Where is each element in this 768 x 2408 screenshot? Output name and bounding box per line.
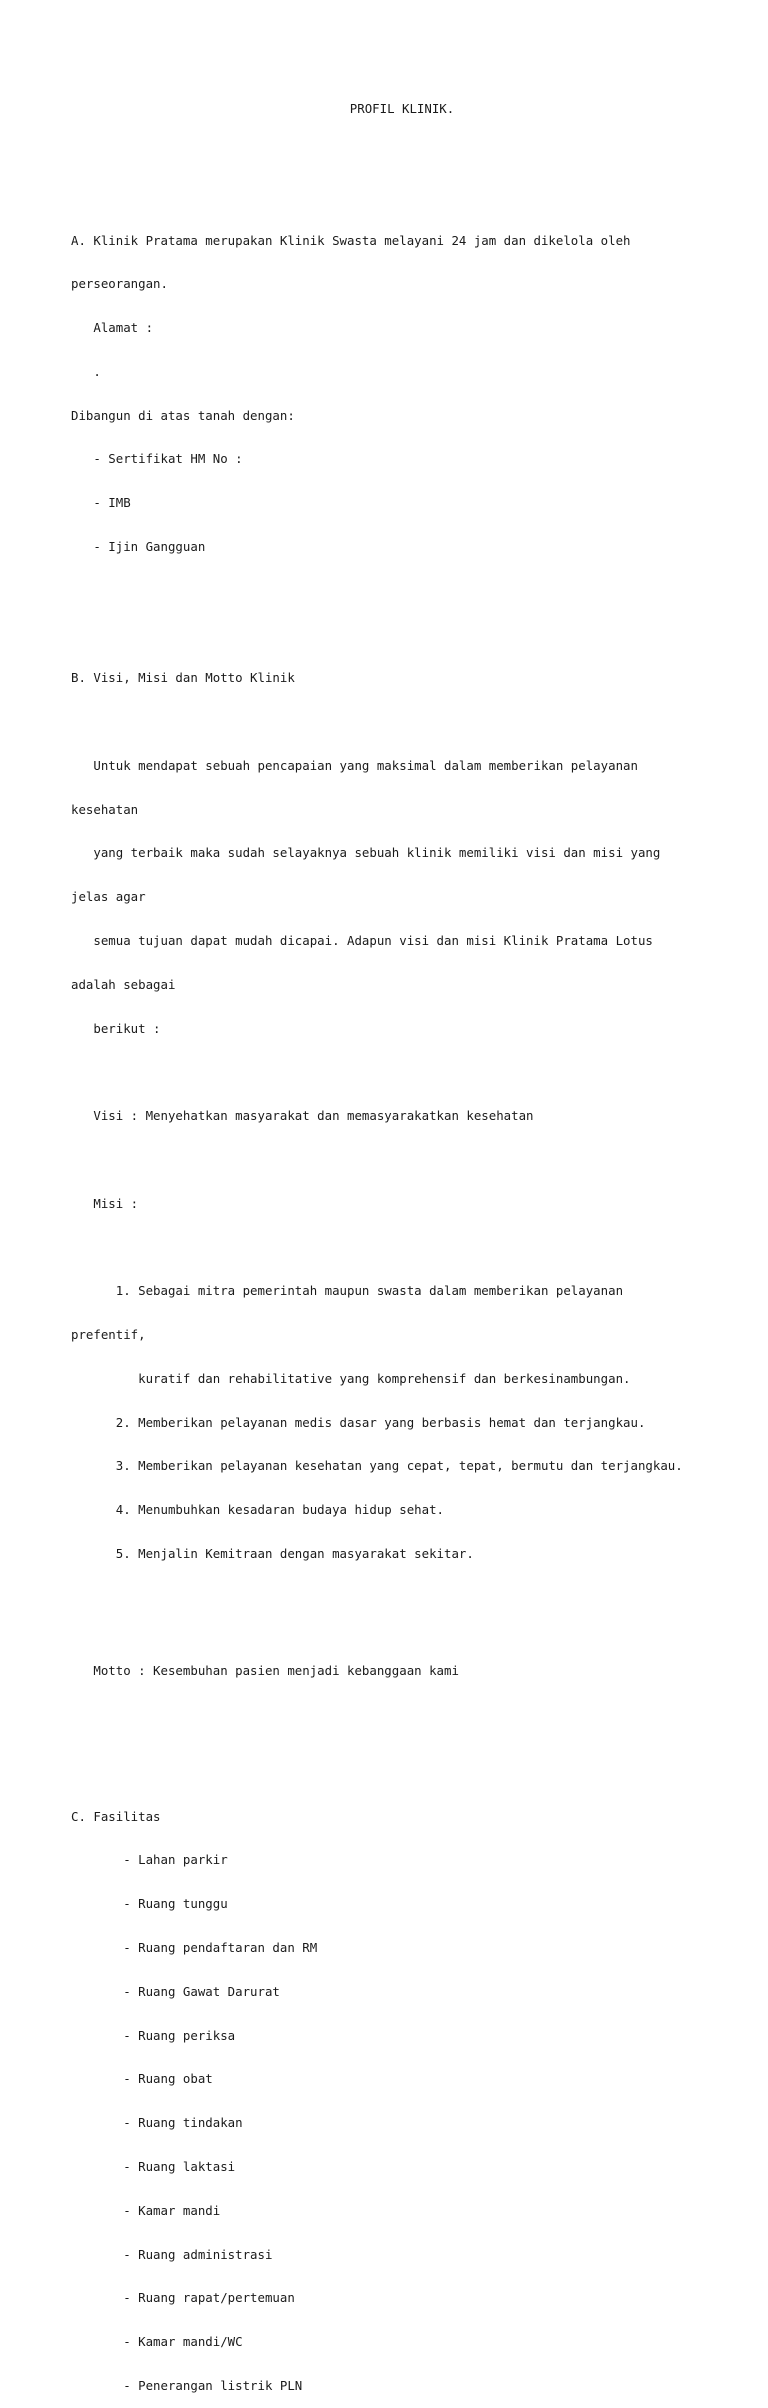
- section-b-heading: B. Visi, Misi dan Motto Klinik: [71, 670, 295, 686]
- spacer: [71, 1065, 761, 1080]
- spacer: [71, 1708, 761, 1752]
- intro-line: kesehatan: [71, 801, 139, 817]
- page-title: PROFIL KLINIK.: [349, 101, 455, 117]
- section-c-heading: C. Fasilitas: [71, 1808, 161, 1824]
- section-a-line: perseorangan.: [71, 276, 168, 292]
- visi-line: Visi : Menyehatkan masyarakat dan memasyarakatkan kesehatan: [71, 1108, 534, 1124]
- intro-line: berikut :: [71, 1020, 161, 1036]
- spacer: [71, 1591, 761, 1635]
- section-a-line: .: [71, 363, 101, 379]
- intro-line: jelas agar: [71, 889, 146, 905]
- misi-heading: Misi :: [71, 1195, 139, 1211]
- misi-item: 3. Memberikan pelayanan kesehatan yang cepat, tepat, bermutu dan terjangkau.: [71, 1458, 683, 1474]
- section-a-line: - Ijin Gangguan: [71, 539, 206, 554]
- facility-item: - Penerangan listrik PLN: [71, 2377, 303, 2393]
- misi-item: prefentif,: [71, 1327, 146, 1343]
- facility-item: - Ruang tindakan: [71, 2115, 243, 2131]
- facility-item: - Lahan parkir: [71, 1852, 228, 1868]
- section-a-line: - Sertifikat HM No :: [71, 451, 243, 467]
- facility-item: - Ruang Gawat Darurat: [71, 1983, 280, 1999]
- intro-line: Untuk mendapat sebuah pencapaian yang maksimal dalam memberikan pelayanan: [71, 757, 638, 773]
- section-a-line: Dibangun di atas tanah dengan:: [71, 407, 295, 423]
- facility-item: - Ruang administrasi: [71, 2246, 273, 2262]
- facility-item: - Ruang periksa: [71, 2027, 236, 2043]
- spacer: [71, 1241, 761, 1256]
- facility-item: - Ruang laktasi: [71, 2158, 236, 2174]
- misi-item: kuratif dan rehabilitative yang komprehensif dan berkesinambungan.: [71, 1370, 631, 1386]
- document-body: [71, 73, 761, 2408]
- facility-item: - Ruang rapat/pertemuan: [71, 2290, 295, 2306]
- facility-item: - Ruang tunggu: [71, 1896, 228, 1912]
- facility-item: - Ruang obat: [71, 2071, 213, 2087]
- intro-line: yang terbaik maka sudah selayaknya sebuah klinik memiliki visi dan misi yang: [71, 845, 661, 861]
- spacer: [71, 1153, 761, 1168]
- misi-item: 5. Menjalin Kemitraan dengan masyarakat sekitar.: [71, 1545, 474, 1561]
- section-a-line: A. Klinik Pratama merupakan Klinik Swasta melayani 24 jam dan dikelola oleh: [71, 232, 631, 248]
- section-a-line: - IMB: [71, 495, 131, 511]
- spacer: [71, 584, 761, 613]
- misi-item: 2. Memberikan pelayanan medis dasar yang berbasis hemat dan terjangkau.: [71, 1414, 646, 1430]
- misi-item: 4. Menumbuhkan kesadaran budaya hidup sehat.: [71, 1502, 444, 1518]
- spacer: [71, 715, 761, 730]
- section-a-line: Alamat :: [71, 320, 154, 336]
- facility-item: - Kamar mandi: [71, 2202, 221, 2218]
- motto-line: Motto : Kesembuhan pasien menjadi kebanggaan kami: [71, 1662, 459, 1678]
- misi-item: 1. Sebagai mitra pemerintah maupun swasta dalam memberikan pelayanan: [71, 1283, 624, 1299]
- facility-item: - Kamar mandi/WC: [71, 2334, 243, 2350]
- intro-line: semua tujuan dapat mudah dicapai. Adapun visi dan misi Klinik Pratama Lotus: [71, 933, 653, 949]
- facility-item: - Ruang pendaftaran dan RM: [71, 1940, 318, 1956]
- spacer: [71, 146, 761, 175]
- intro-line: adalah sebagai: [71, 976, 176, 992]
